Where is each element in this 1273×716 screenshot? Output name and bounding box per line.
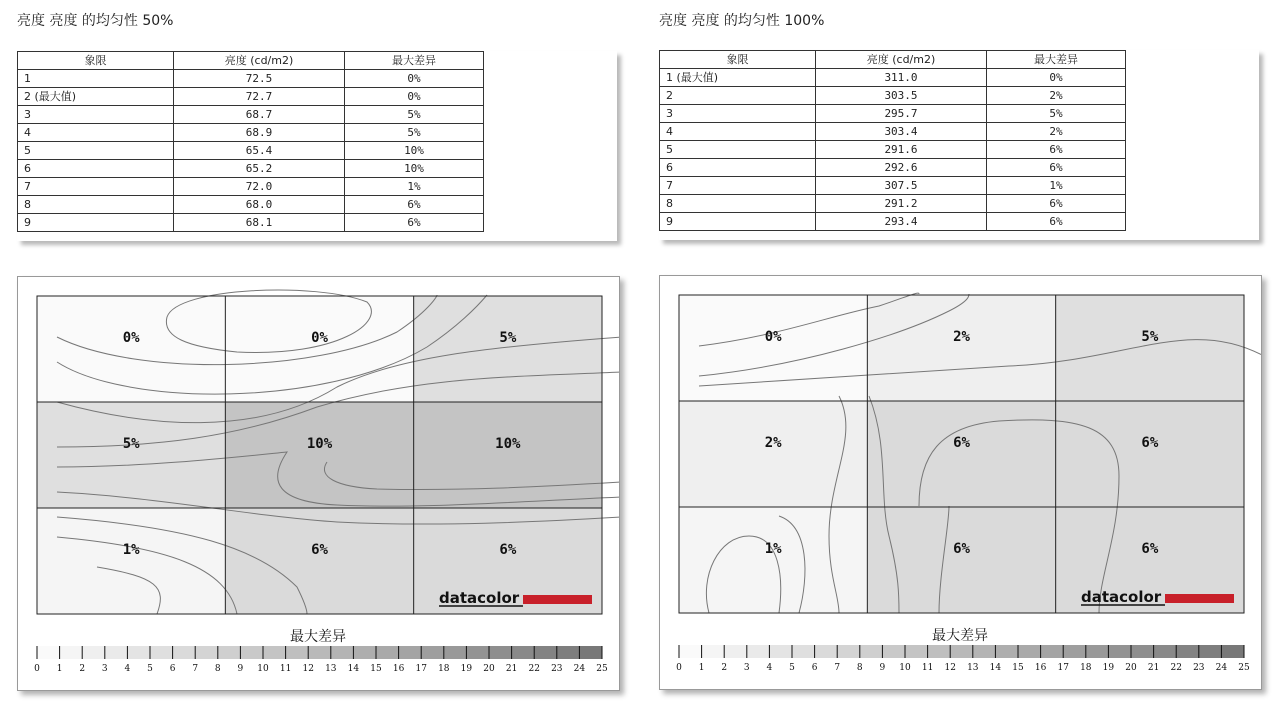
max-diff-cell: 6%	[345, 196, 484, 214]
scale-segment	[218, 646, 241, 659]
luminance-cell: 292.6	[816, 159, 987, 177]
scale-tick-label: 22	[1170, 663, 1182, 673]
table-50-wrapper	[17, 51, 617, 241]
quadrant-cell: 2	[660, 87, 816, 105]
scale-segment	[928, 645, 951, 658]
luminance-cell: 72.0	[174, 178, 345, 196]
scale-segment	[1176, 645, 1199, 658]
scale-segment	[860, 645, 883, 658]
luminance-cell: 68.1	[174, 214, 345, 232]
scale-tick-label: 6	[169, 664, 176, 674]
table-row	[18, 106, 484, 124]
quadrant-cell: 7	[18, 178, 174, 196]
scale-tick-label: 25	[596, 664, 608, 674]
scale-segment	[399, 646, 422, 659]
scale-segment	[1086, 645, 1109, 658]
table-row	[18, 178, 484, 196]
scale-tick-label: 14	[347, 664, 360, 674]
scale-tick-label: 18	[438, 664, 450, 674]
scale-tick-label: 14	[989, 663, 1002, 673]
scale-segment	[286, 646, 309, 659]
scale-tick-label: 5	[147, 664, 153, 674]
max-diff-cell: 10%	[345, 142, 484, 160]
luminance-cell: 307.5	[816, 177, 987, 195]
max-diff-cell: 0%	[345, 88, 484, 106]
scale-tick-label: 6	[811, 663, 818, 673]
luminance-cell: 291.2	[816, 195, 987, 213]
scale-tick-label: 1	[698, 663, 705, 673]
uniformity-map-50	[17, 276, 620, 691]
table-row	[18, 142, 484, 160]
scale-segment	[37, 646, 60, 659]
quadrant-cell: 9	[18, 214, 174, 232]
luminance-cell: 68.9	[174, 124, 345, 142]
luminance-cell: 68.0	[174, 196, 345, 214]
scale-tick-label: 13	[325, 664, 337, 674]
heat-cell	[679, 507, 867, 613]
luminance-table-50	[17, 51, 484, 232]
table-row	[660, 69, 1126, 87]
scale-segment	[557, 646, 580, 659]
scale-tick-label: 15	[370, 664, 382, 674]
luminance-cell: 295.7	[816, 105, 987, 123]
scale-tick-label: 4	[124, 664, 131, 674]
max-diff-cell: 6%	[987, 159, 1126, 177]
scale-tick-label: 5	[789, 663, 795, 673]
luminance-cell: 291.6	[816, 141, 987, 159]
scale-tick-label: 9	[879, 663, 886, 673]
scale-tick-label: 21	[1147, 663, 1160, 673]
table-row	[660, 159, 1126, 177]
heat-cell	[1056, 401, 1244, 507]
quadrant-value-label: 1%	[764, 541, 782, 557]
panel-title-50: 亮度 亮度 的均匀性 50%	[17, 13, 174, 29]
scale-segment	[1041, 645, 1064, 658]
table-row	[18, 160, 484, 178]
scale-tick-label: 21	[505, 664, 518, 674]
quadrant-value-label: 1%	[122, 542, 140, 558]
scale-bar	[34, 646, 608, 674]
scale-tick-label: 19	[460, 664, 473, 674]
quadrant-value-label: 2%	[953, 329, 970, 345]
quadrant-cell: 5	[660, 141, 816, 159]
scale-segment	[82, 646, 105, 659]
scale-tick-label: 10	[257, 664, 269, 674]
max-diff-cell: 2%	[987, 123, 1126, 141]
scale-segment	[489, 646, 512, 659]
luminance-cell: 72.7	[174, 88, 345, 106]
scale-segment	[127, 646, 150, 659]
heat-cell	[414, 296, 602, 402]
col-max-diff: 最大差异	[987, 51, 1126, 69]
quadrant-value-label: 6%	[1141, 541, 1159, 557]
scale-tick-label: 8	[214, 664, 221, 674]
luminance-cell: 293.4	[816, 213, 987, 231]
scale-bar	[676, 645, 1250, 673]
scale-tick-label: 12	[302, 664, 314, 674]
scale-segment	[905, 645, 928, 658]
scale-tick-label: 16	[1034, 663, 1047, 673]
quadrant-value-label: 6%	[953, 541, 970, 557]
heat-cell	[37, 508, 225, 614]
max-diff-cell: 5%	[987, 105, 1126, 123]
scale-tick-label: 22	[528, 664, 540, 674]
scale-segment	[995, 645, 1018, 658]
quadrant-value-label: 6%	[311, 542, 328, 558]
quadrant-cell: 4	[18, 124, 174, 142]
scale-tick-label: 17	[415, 664, 427, 674]
uniformity-map-100	[659, 275, 1262, 690]
quadrant-cell: 3	[660, 105, 816, 123]
scale-tick-label: 23	[1193, 663, 1205, 673]
scale-tick-label: 15	[1012, 663, 1024, 673]
scale-segment	[173, 646, 196, 659]
luminance-cell: 303.5	[816, 87, 987, 105]
quadrant-cell: 7	[660, 177, 816, 195]
scale-tick-label: 0	[34, 664, 40, 674]
quadrant-value-label: 10%	[495, 436, 521, 452]
scale-tick-label: 17	[1057, 663, 1069, 673]
max-diff-cell: 6%	[345, 214, 484, 232]
max-diff-cell: 6%	[987, 195, 1126, 213]
scale-segment	[579, 646, 602, 659]
quadrant-value-label: 5%	[122, 436, 140, 452]
table-row	[660, 105, 1126, 123]
col-quadrant: 象限	[18, 52, 174, 70]
scale-segment	[815, 645, 838, 658]
scale-tick-label: 11	[279, 664, 292, 674]
max-diff-cell: 5%	[345, 106, 484, 124]
max-diff-cell: 6%	[987, 213, 1126, 231]
scale-segment	[1199, 645, 1222, 658]
scale-segment	[747, 645, 770, 658]
quadrant-cell: 1 (最大值)	[660, 69, 816, 87]
scale-tick-label: 4	[766, 663, 773, 673]
scale-segment	[240, 646, 263, 659]
scale-title: 最大差异	[932, 628, 988, 644]
scale-tick-label: 0	[676, 663, 682, 673]
scale-segment	[512, 646, 535, 659]
max-diff-cell: 2%	[987, 87, 1126, 105]
heat-cell	[867, 295, 1055, 401]
scale-segment	[105, 646, 128, 659]
table-row	[660, 87, 1126, 105]
quadrant-cell: 5	[18, 142, 174, 160]
scale-tick-label: 2	[79, 664, 86, 674]
heat-cell	[1056, 295, 1244, 401]
quadrant-value-label: 5%	[1141, 329, 1159, 345]
scale-segment	[837, 645, 860, 658]
col-max-diff: 最大差异	[345, 52, 484, 70]
scale-segment	[950, 645, 973, 658]
max-diff-cell: 10%	[345, 160, 484, 178]
quadrant-cell: 6	[660, 159, 816, 177]
quadrant-value-label: 6%	[499, 542, 517, 558]
table-row	[660, 195, 1126, 213]
table-row	[18, 214, 484, 232]
quadrant-value-label: 6%	[1141, 435, 1159, 451]
quadrant-value-label: 5%	[499, 330, 517, 346]
scale-tick-label: 20	[1125, 663, 1137, 673]
scale-tick-label: 23	[551, 664, 563, 674]
max-diff-cell: 1%	[345, 178, 484, 196]
quadrant-cell: 6	[18, 160, 174, 178]
scale-segment	[444, 646, 467, 659]
scale-segment	[702, 645, 725, 658]
scale-segment	[331, 646, 354, 659]
scale-tick-label: 19	[1102, 663, 1115, 673]
scale-tick-label: 7	[834, 663, 841, 673]
scale-tick-label: 3	[743, 663, 750, 673]
scale-segment	[1154, 645, 1177, 658]
scale-segment	[1221, 645, 1244, 658]
scale-segment	[376, 646, 399, 659]
quadrant-cell: 9	[660, 213, 816, 231]
scale-segment	[1131, 645, 1154, 658]
scale-segment	[792, 645, 815, 658]
scale-segment	[534, 646, 557, 659]
scale-segment	[466, 646, 489, 659]
table-row	[18, 124, 484, 142]
max-diff-cell: 1%	[987, 177, 1126, 195]
quadrant-cell: 8	[18, 196, 174, 214]
datacolor-logo-bar	[1165, 594, 1234, 603]
table-row	[18, 88, 484, 106]
quadrant-cell: 8	[660, 195, 816, 213]
quadrant-cell: 3	[18, 106, 174, 124]
scale-tick-label: 3	[101, 664, 108, 674]
luminance-table-100	[659, 50, 1126, 231]
heat-cell	[37, 296, 225, 402]
scale-segment	[1063, 645, 1086, 658]
max-diff-cell: 0%	[987, 69, 1126, 87]
scale-segment	[195, 646, 218, 659]
table-100-wrapper	[659, 50, 1259, 240]
table-body	[18, 70, 484, 232]
scale-segment	[353, 646, 376, 659]
col-quadrant: 象限	[660, 51, 816, 69]
luminance-cell: 72.5	[174, 70, 345, 88]
uniformity-map-svg	[660, 276, 1261, 689]
scale-title: 最大差异	[290, 629, 346, 645]
scale-segment	[679, 645, 702, 658]
scale-segment	[724, 645, 747, 658]
quadrant-cell: 4	[660, 123, 816, 141]
col-luminance: 亮度 (cd/m2)	[174, 52, 345, 70]
luminance-cell: 68.7	[174, 106, 345, 124]
scale-segment	[769, 645, 792, 658]
scale-segment	[263, 646, 286, 659]
datacolor-logo-text: datacolor	[439, 589, 520, 607]
scale-segment	[1108, 645, 1131, 658]
quadrant-cell: 2 (最大值)	[18, 88, 174, 106]
max-diff-cell: 0%	[345, 70, 484, 88]
quadrant-value-label: 10%	[306, 436, 333, 452]
heat-cell	[867, 401, 1055, 507]
scale-tick-label: 1	[56, 664, 63, 674]
quadrant-value-label: 6%	[953, 435, 970, 451]
scale-tick-label: 24	[1215, 663, 1228, 673]
scale-tick-label: 25	[1238, 663, 1250, 673]
luminance-cell: 65.2	[174, 160, 345, 178]
scale-segment	[150, 646, 173, 659]
scale-segment	[308, 646, 331, 659]
max-diff-cell: 6%	[987, 141, 1126, 159]
scale-segment	[421, 646, 444, 659]
scale-segment	[1018, 645, 1041, 658]
table-body	[660, 69, 1126, 231]
col-luminance: 亮度 (cd/m2)	[816, 51, 987, 69]
quadrant-cell: 1	[18, 70, 174, 88]
heat-cell	[225, 296, 413, 402]
luminance-cell: 303.4	[816, 123, 987, 141]
table-row	[660, 177, 1126, 195]
scale-segment	[973, 645, 996, 658]
scale-tick-label: 13	[967, 663, 979, 673]
scale-tick-label: 11	[921, 663, 934, 673]
panel-title-100: 亮度 亮度 的均匀性 100%	[659, 13, 825, 29]
scale-segment	[60, 646, 83, 659]
table-row	[18, 196, 484, 214]
scale-tick-label: 8	[856, 663, 863, 673]
table-row	[660, 141, 1126, 159]
scale-tick-label: 2	[721, 663, 728, 673]
scale-tick-label: 16	[392, 664, 405, 674]
table-row	[18, 70, 484, 88]
scale-tick-label: 7	[192, 664, 199, 674]
scale-segment	[882, 645, 905, 658]
table-row	[660, 123, 1126, 141]
quadrant-value-label: 0%	[122, 330, 140, 346]
heat-cell	[867, 507, 1055, 613]
scale-tick-label: 10	[899, 663, 911, 673]
scale-tick-label: 24	[573, 664, 586, 674]
luminance-cell: 65.4	[174, 142, 345, 160]
datacolor-logo-bar	[523, 595, 592, 604]
quadrant-value-label: 0%	[764, 329, 782, 345]
scale-tick-label: 20	[483, 664, 495, 674]
max-diff-cell: 5%	[345, 124, 484, 142]
quadrant-value-label: 2%	[764, 435, 782, 451]
table-row	[660, 213, 1126, 231]
scale-tick-label: 12	[944, 663, 956, 673]
scale-tick-label: 9	[237, 664, 244, 674]
datacolor-logo-text: datacolor	[1081, 588, 1162, 606]
quadrant-value-label: 0%	[311, 330, 328, 346]
heat-cell	[679, 401, 867, 507]
scale-tick-label: 18	[1080, 663, 1092, 673]
uniformity-map-svg	[18, 277, 619, 690]
luminance-cell: 311.0	[816, 69, 987, 87]
heat-cell	[414, 402, 602, 508]
